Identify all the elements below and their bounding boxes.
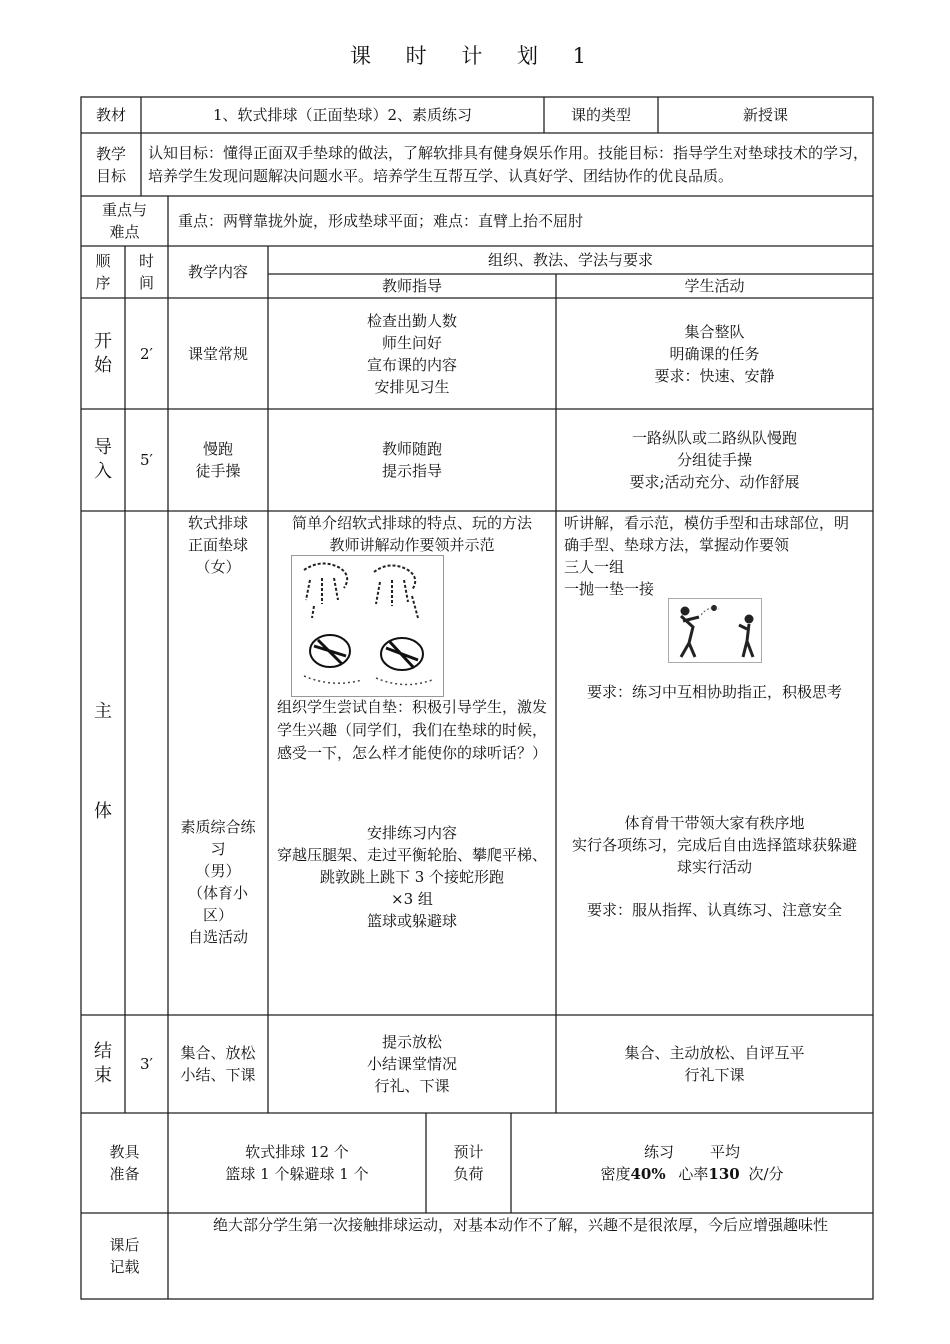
end-stage-char: 束 [94, 1065, 112, 1086]
density-value: 40% [630, 1165, 666, 1183]
main-content-line: 软式排球 [187, 514, 248, 532]
intro-student-line: 要求;活动充分、动作舒展 [629, 473, 800, 491]
end-teacher-line: 行礼、下课 [374, 1077, 450, 1095]
start-stage-char: 开 [94, 330, 112, 352]
main-teacher-line: 教师讲解动作要领并示范 [329, 536, 495, 554]
main-student-practice [556, 812, 873, 882]
header-order-line: 顺 [95, 252, 111, 270]
main-content-line: 素质综合练 [180, 818, 256, 836]
main-teacher-practice-line: 穿越压腿架、走过平衡轮胎、攀爬平梯、 [276, 846, 547, 864]
main-teacher-practice-line: 跳敦跳上跳下 3 个接蛇形跑 [319, 868, 505, 886]
keypoints-label-line: 难点 [109, 223, 140, 241]
header-student: 学生活动 [684, 277, 745, 295]
load-practice-label: 练习 [643, 1143, 674, 1161]
main-content-line: （女） [195, 558, 241, 576]
intro-teacher [268, 409, 556, 511]
end-teacher-line: 提示放松 [381, 1033, 442, 1051]
main-content-line: 习 [210, 840, 226, 858]
main-student-require: 要求：练习中互相协助指正，积极思考 [586, 683, 842, 701]
header-order-line: 序 [95, 274, 111, 292]
end-content [168, 1015, 268, 1113]
keypoints-text: 重点：两臂靠拢外旋，形成垫球平面；难点：直臂上抬不屈肘 [178, 212, 584, 230]
main-content-volleyball [168, 512, 268, 582]
main-teacher-practice-line: ×3 组 [391, 890, 433, 908]
end-student-line: 集合、主动放松、自评互平 [624, 1044, 805, 1062]
intro-time: 5′ [140, 451, 153, 469]
intro-teacher-line: 提示指导 [381, 462, 442, 480]
load-average-label: 平均 [710, 1143, 741, 1161]
drill-players-icon [669, 599, 761, 662]
start-teacher [268, 298, 556, 409]
end-student [556, 1015, 873, 1113]
header-time-line: 时 [138, 252, 154, 270]
end-content-line: 小结、下课 [180, 1066, 256, 1084]
equip-label [81, 1113, 168, 1213]
start-teacher-line: 检查出勤人数 [366, 311, 457, 330]
main-teacher-intro [268, 512, 556, 556]
end-content-line: 集合、放松 [180, 1044, 256, 1062]
intro-content [168, 409, 268, 511]
load-label-line: 预计 [453, 1143, 484, 1161]
start-time: 2′ [140, 344, 153, 363]
intro-stage [81, 409, 125, 511]
objective-text [148, 136, 868, 194]
intro-content-line: 慢跑 [202, 440, 233, 458]
start-stage [81, 298, 125, 409]
notes-label-line: 记载 [109, 1258, 140, 1276]
header-time [125, 246, 168, 298]
heart-rate-unit: 次/分 [748, 1165, 784, 1183]
objective-label-line: 教学 [95, 144, 126, 163]
heart-rate-label: 心率 [678, 1165, 709, 1183]
equip-items [168, 1113, 426, 1213]
equip-item: 篮球 1 个躲避球 1 个 [225, 1165, 369, 1183]
lesson-type-value: 新授课 [742, 106, 788, 124]
main-teacher-practice [268, 822, 556, 937]
end-teacher [268, 1015, 556, 1113]
intro-teacher-line: 教师随跑 [381, 440, 442, 458]
main-stage-char-1: 主 [94, 701, 112, 722]
load-label [426, 1113, 511, 1213]
lesson-type-label: 课的类型 [570, 106, 631, 124]
three-person-drill-figure [668, 598, 762, 663]
load-header [644, 1141, 740, 1163]
end-stage [81, 1015, 125, 1113]
material-value: 1、软式排球（正面垫球）2、素质练习 [212, 106, 473, 124]
main-content-fitness [168, 816, 268, 956]
keypoints-label [81, 196, 168, 246]
header-org: 组织、教法、学法与要求 [487, 251, 653, 269]
main-student-practice-line: 体育骨干带领大家有秩序地 [624, 814, 805, 832]
main-stage-char-2: 体 [94, 801, 112, 822]
main-student-line: 三人一组 [564, 558, 625, 576]
load-values [511, 1113, 873, 1213]
notes-label-line: 课后 [109, 1236, 140, 1254]
main-teacher-practice-line: 篮球或躲避球 [366, 912, 457, 930]
start-teacher-line: 安排见习生 [374, 377, 450, 396]
end-student-line: 行礼下课 [684, 1066, 745, 1084]
main-student-listen [564, 512, 869, 600]
equip-label-line: 准备 [109, 1165, 140, 1183]
header-order [81, 246, 125, 298]
intro-student-line: 分组徒手操 [676, 451, 752, 469]
main-teacher-line: 简单介绍软式排球的特点、玩的方法 [291, 514, 532, 532]
passing-demo-figure [291, 555, 444, 697]
main-student-safety: 要求：服从指挥、认真练习、注意安全 [586, 901, 842, 919]
header-teacher: 教师指导 [381, 277, 442, 295]
objective-text-body: 认知目标：懂得正面双手垫球的做法，了解软排具有健身娱乐作用。技能目标：指导学生对垫球技术的学习，培养学生发现问题解决问题水平。培养学生互帮互学、认真好学、团结协作的优良品质。 [148, 144, 869, 185]
intro-stage-char: 导 [94, 437, 112, 458]
start-teacher-line: 师生问好 [381, 333, 442, 352]
main-student-practice-line: 球实行活动 [676, 858, 752, 876]
header-time-line: 间 [138, 274, 154, 292]
load-label-line: 负荷 [453, 1165, 484, 1183]
notes-text: 绝大部分学生第一次接触排球运动，对基本动作不了解，兴趣不是很浓厚，今后应增强趣味性 [212, 1216, 828, 1234]
start-stage-char: 始 [94, 354, 112, 376]
start-content: 课堂常规 [187, 344, 248, 363]
load-metrics [600, 1163, 783, 1185]
start-student-line: 集合整队 [684, 322, 745, 341]
main-content-line: （男） [195, 862, 241, 880]
header-content: 教学内容 [187, 263, 248, 281]
main-student-practice-line: 实行各项练习，完成后自由选择篮球获躲避 [571, 836, 857, 854]
main-teacher-guide-text: 组织学生尝试自垫：积极引导学生，激发学生兴趣（同学们，我们在垫球的时候，感受一下，怎么样才能使你的球听话？） [277, 698, 548, 762]
intro-stage-char: 入 [94, 461, 112, 482]
intro-student-line: 一路纵队或二路纵队慢跑 [631, 429, 797, 447]
page-title: 课 时 计 划 1 [349, 44, 601, 68]
end-time: 3′ [140, 1055, 153, 1073]
end-stage-char: 结 [94, 1041, 112, 1062]
start-student-line: 要求：快速、安静 [654, 366, 775, 385]
density-label: 密度 [600, 1165, 631, 1183]
main-student-line: 确手型、垫球方法，掌握动作要领 [564, 536, 790, 554]
objective-label [81, 133, 141, 196]
main-student-line: 一抛一垫一接 [564, 580, 655, 598]
passing-demo-icon [292, 556, 443, 696]
main-content-line: （体育小 [187, 884, 248, 902]
equip-item: 软式排球 12 个 [245, 1143, 349, 1161]
start-teacher-line: 宣布课的内容 [366, 355, 457, 374]
main-teacher-practice-line: 安排练习内容 [366, 824, 457, 842]
start-student [556, 298, 873, 409]
main-student-line: 听讲解，看示范，模仿手型和击球部位，明 [564, 514, 850, 532]
heart-rate-value: 130 [708, 1165, 740, 1183]
objective-label-line: 目标 [95, 166, 126, 185]
keypoints-label-line: 重点与 [101, 201, 147, 219]
main-content-line: 自选活动 [187, 928, 248, 946]
end-teacher-line: 小结课堂情况 [366, 1055, 457, 1073]
material-label: 教材 [95, 106, 126, 124]
notes-label [81, 1213, 168, 1299]
equip-label-line: 教具 [109, 1143, 140, 1161]
start-student-line: 明确课的任务 [669, 344, 760, 363]
intro-content-line: 徒手操 [195, 462, 241, 480]
main-teacher-guide [277, 696, 551, 788]
main-content-line: 区） [202, 906, 233, 924]
main-content-line: 正面垫球 [187, 536, 248, 554]
intro-student [556, 409, 873, 511]
